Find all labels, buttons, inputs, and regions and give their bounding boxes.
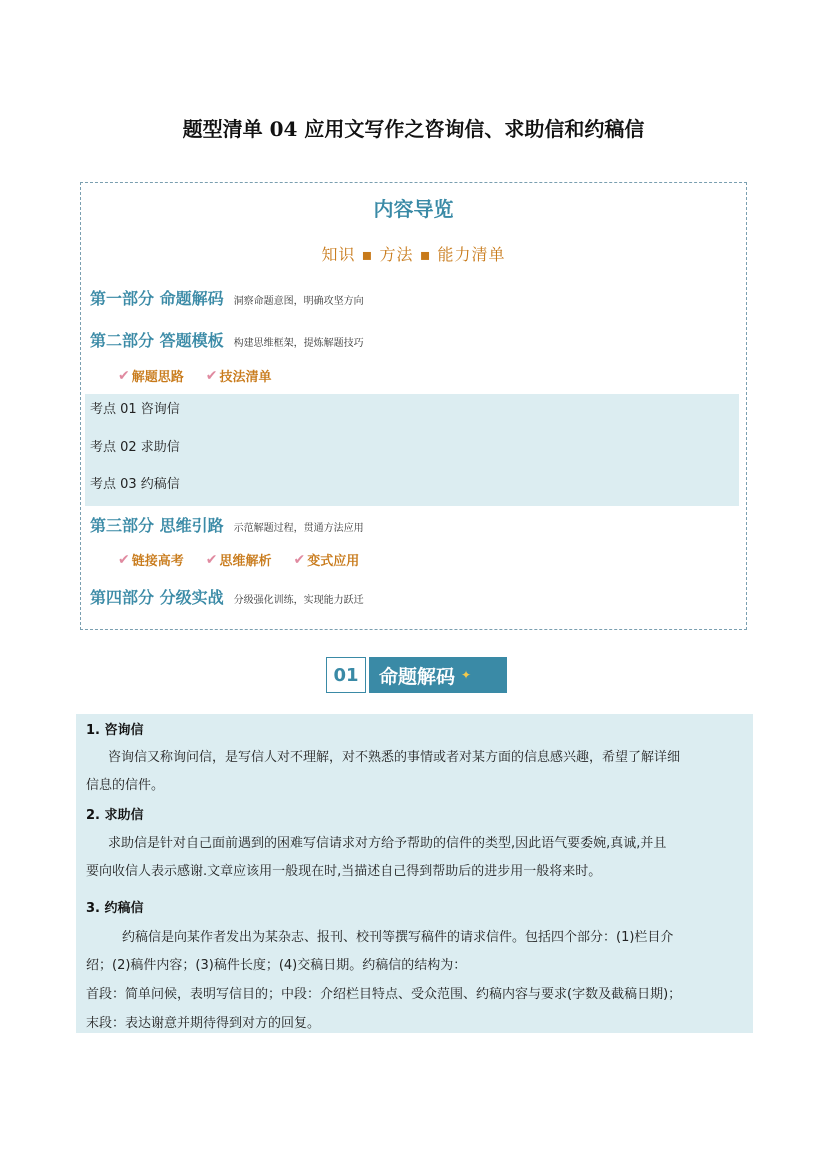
part-3-label: 第三部分 思维引路 (90, 516, 224, 535)
check-icon: ✔ (118, 367, 130, 384)
guide-subheading: 知识 ▪ 方法 ▪ 能力清单 (321, 245, 506, 264)
part-1 (90, 286, 364, 309)
part-4 (90, 585, 364, 608)
part-2 (90, 328, 364, 351)
part-4-label: 第四部分 分级实战 (90, 588, 224, 607)
paragraph-line: 绍；(2)稿件内容；(3)稿件长度；(4)交稿日期。约稿信的结构为： (86, 958, 467, 973)
page-title: 题型清单 04 应用文写作之咨询信、求助信和约稿信 (182, 117, 645, 141)
paragraph-line: 咨询信又称询问信，是写信人对不理解，对不熟悉的事情或者对某方面的信息感兴趣，希望了解详细 (108, 750, 681, 765)
paragraph-line: 末段：表达谢意并期待得到对方的回复。 (86, 1016, 321, 1031)
section-heading: 1. 咨询信 (86, 723, 144, 738)
paragraph-line: 要向收信人表示感谢.文章应该用一般现在时,当描述自己得到帮助后的进步用一般将来时。 (86, 864, 602, 879)
paragraph-line: 首段：简单问候，表明写信目的；中段：介绍栏目特点、受众范围、约稿内容与要求(字数及截稿日期)； (86, 987, 682, 1002)
part-2-label: 第二部分 答题模板 (90, 331, 224, 350)
section-badge (326, 657, 507, 693)
paragraph-line: 信息的信件。 (86, 778, 165, 793)
part-2-chips (118, 366, 272, 385)
check-icon: ✔ (205, 367, 218, 384)
paragraph-line: 约稿信是向某作者发出为某杂志、报刊、校刊等撰写稿件的请求信件。包括四个部分：(1)栏目介 (122, 930, 674, 945)
badge-number: 01 (326, 657, 366, 693)
part-1-desc: 洞察命题意图，明确攻坚方向 (233, 296, 364, 307)
check-icon: ✔ (293, 551, 306, 568)
section-heading: 3. 约稿信 (86, 901, 144, 916)
kaodian-item: 考点 01 咨询信 (90, 402, 180, 417)
badge-label: 命题解码 ✦ (369, 657, 507, 693)
part-3 (90, 513, 364, 536)
chip: ✔ 技法清单 (205, 367, 272, 385)
paragraph-line: 求助信是针对自己面前遇到的困难写信请求对方给予帮助的信件的类型,因此语气要委婉,真诚,并且 (108, 836, 667, 851)
section-heading: 2. 求助信 (86, 808, 144, 823)
part-4-desc: 分级强化训练，实现能力跃迁 (233, 595, 364, 606)
check-icon: ✔ (205, 551, 218, 568)
chip: ✔ 链接高考 (118, 551, 184, 569)
part-2-desc: 构建思维框架，提炼解题技巧 (233, 338, 364, 349)
sparkle-icon: ✦ (461, 668, 472, 682)
part-3-desc: 示范解题过程，贯通方法应用 (233, 523, 364, 534)
part-1-label: 第一部分 命题解码 (90, 289, 224, 308)
kaodian-item: 考点 03 约稿信 (90, 477, 180, 492)
kaodian-item: 考点 02 求助信 (90, 440, 180, 455)
kaodian-box (85, 394, 739, 506)
part-3-chips (118, 550, 359, 569)
chip: ✔ 解题思路 (118, 367, 184, 385)
chip: ✔ 思维解析 (205, 551, 272, 569)
guide-heading: 内容导览 (373, 197, 454, 221)
check-icon: ✔ (118, 551, 130, 568)
chip: ✔ 变式应用 (293, 551, 360, 569)
